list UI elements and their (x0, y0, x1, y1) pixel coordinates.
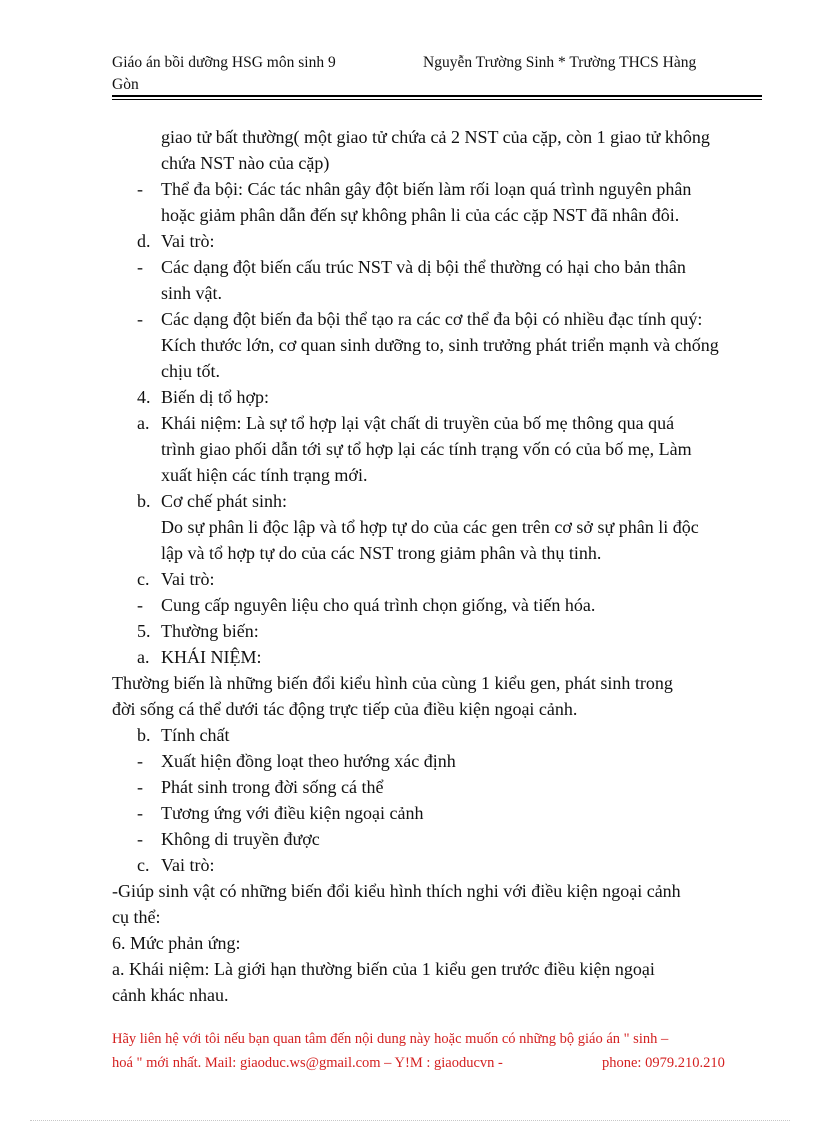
text-line (112, 696, 737, 722)
text-line (137, 280, 762, 306)
text-line (137, 800, 762, 826)
list-marker: - (137, 309, 143, 329)
line-text: cảnh khác nhau. (112, 985, 229, 1005)
list-marker: d. (137, 231, 151, 251)
text-line (137, 566, 762, 592)
line-text: Biến dị tổ hợp: (161, 387, 270, 407)
list-marker: - (137, 179, 143, 199)
header-right-text: Nguyễn Trường Sinh * Trường THCS Hàng (423, 54, 697, 71)
line-text: Do sự phân li độc lập và tổ hợp tự do của các gen trên cơ sở sự phân li độc (161, 517, 699, 537)
text-line (112, 670, 737, 696)
line-text: trình giao phối dẫn tới sự tổ hợp lại các tính trạng vốn có của bố mẹ, Làm (161, 439, 692, 459)
text-line (137, 436, 762, 462)
text-line (137, 176, 762, 202)
line-text: Các dạng đột biến cấu trúc NST và dị bội thể thường có hại cho bản thân (161, 257, 686, 277)
line-text: xuất hiện các tính trạng mới. (161, 465, 368, 485)
line-text: hoặc giảm phân dẫn đến sự không phân li của các cặp NST đã nhân đôi. (161, 205, 680, 225)
text-line (112, 956, 737, 982)
list-marker: 4. (137, 387, 151, 407)
line-text: Tính chất (161, 725, 230, 745)
text-line (137, 644, 762, 670)
page-bottom-dotted-rule (30, 1120, 790, 1121)
text-line (137, 462, 762, 488)
line-text: đời sống cá thể dưới tác động trực tiếp của điều kiện ngoại cảnh. (112, 699, 578, 719)
line-text: cụ thể: (112, 907, 161, 927)
line-text: Tương ứng với điều kiện ngoại cảnh (161, 803, 424, 823)
line-text: giao tử bất thường( một giao tử chứa cả 2 NST của cặp, còn 1 giao tử không (161, 127, 710, 147)
text-line (137, 514, 762, 540)
list-marker: c. (137, 569, 150, 589)
line-text: chứa NST nào của cặp) (161, 153, 330, 173)
line-text: Các dạng đột biến đa bội thể tạo ra các cơ thể đa bội có nhiều đạc tính quý: (161, 309, 703, 329)
text-line (137, 618, 762, 644)
line-text: Không di truyền được (161, 829, 320, 849)
text-line (112, 982, 737, 1008)
line-text: Vai trò: (161, 569, 215, 589)
text-line (137, 150, 762, 176)
line-text: Cung cấp nguyên liệu cho quá trình chọn giống, và tiến hóa. (161, 595, 596, 615)
list-marker: b. (137, 491, 151, 511)
text-line (137, 826, 762, 852)
header-continuation-text: Gòn (112, 76, 139, 93)
text-line (137, 384, 762, 410)
text-line (137, 774, 762, 800)
line-text: lập và tổ hợp tự do của các NST trong giảm phân và thụ tinh. (161, 543, 602, 563)
footer-line-1: Hãy liên hệ với tôi nếu bạn quan tâm đến nội dung này hoặc muốn có những bộ giáo án " sinh – (112, 1031, 669, 1047)
text-line (137, 358, 762, 384)
text-line (137, 228, 762, 254)
line-text: Khái niệm: Là sự tổ hợp lại vật chất di truyền của bố mẹ thông qua quá (161, 413, 675, 433)
line-text: sinh vật. (161, 283, 222, 303)
text-line (137, 124, 762, 150)
text-line (137, 332, 762, 358)
list-marker: - (137, 257, 143, 277)
line-text: a. Khái niệm: Là giới hạn thường biến của 1 kiểu gen trước điều kiện ngoại (112, 959, 655, 979)
line-text: -Giúp sinh vật có những biến đổi kiểu hình thích nghi với điều kiện ngoại cảnh (112, 881, 681, 901)
text-line (137, 722, 762, 748)
line-text: Vai trò: (161, 231, 215, 251)
footer-contact: hoá " mới nhất. Mail: giaoduc.ws@gmail.com – Y!M : giaoducvn - (112, 1055, 503, 1071)
text-line (137, 748, 762, 774)
header-rule-thin (112, 99, 762, 100)
text-line (137, 540, 762, 566)
list-marker: - (137, 751, 143, 771)
header-rule-thick (112, 95, 762, 97)
text-line (137, 592, 762, 618)
text-line (137, 254, 762, 280)
line-text: Kích thước lớn, cơ quan sinh dưỡng to, sinh trưởng phát triển mạnh và chống (161, 335, 719, 355)
line-text: KHÁI NIỆM: (161, 647, 262, 667)
line-text: Vai trò: (161, 855, 215, 875)
line-text: Phát sinh trong đời sống cá thể (161, 777, 384, 797)
text-line (137, 306, 762, 332)
list-marker: a. (137, 647, 150, 667)
text-line (137, 852, 762, 878)
text-line (112, 878, 737, 904)
line-text: Thể đa bội: Các tác nhân gây đột biến làm rối loạn quá trình nguyên phân (161, 179, 692, 199)
list-marker: 5. (137, 621, 151, 641)
footer-phone: phone: 0979.210.210 (602, 1055, 725, 1071)
text-line (112, 930, 737, 956)
line-text: Cơ chế phát sinh: (161, 491, 287, 511)
list-marker: - (137, 595, 143, 615)
line-text: Xuất hiện đồng loạt theo hướng xác định (161, 751, 456, 771)
text-line (112, 904, 737, 930)
text-line (137, 202, 762, 228)
line-text: Thường biến: (161, 621, 259, 641)
footer-line-2 (112, 1051, 772, 1075)
line-text: 6. Mức phản ứng: (112, 933, 241, 953)
line-text: chịu tốt. (161, 361, 220, 381)
page-footer (112, 1027, 772, 1075)
list-marker: b. (137, 725, 151, 745)
line-text: Thường biến là những biến đổi kiểu hình của cùng 1 kiểu gen, phát sinh trong (112, 673, 673, 693)
list-marker: a. (137, 413, 150, 433)
text-line (137, 488, 762, 514)
list-marker: c. (137, 855, 150, 875)
list-marker: - (137, 777, 143, 797)
header-left-text: Giáo án bồi dưỡng HSG môn sinh 9 (112, 54, 336, 71)
list-marker: - (137, 829, 143, 849)
list-marker: - (137, 803, 143, 823)
text-line (137, 410, 762, 436)
document-body (112, 124, 762, 1008)
